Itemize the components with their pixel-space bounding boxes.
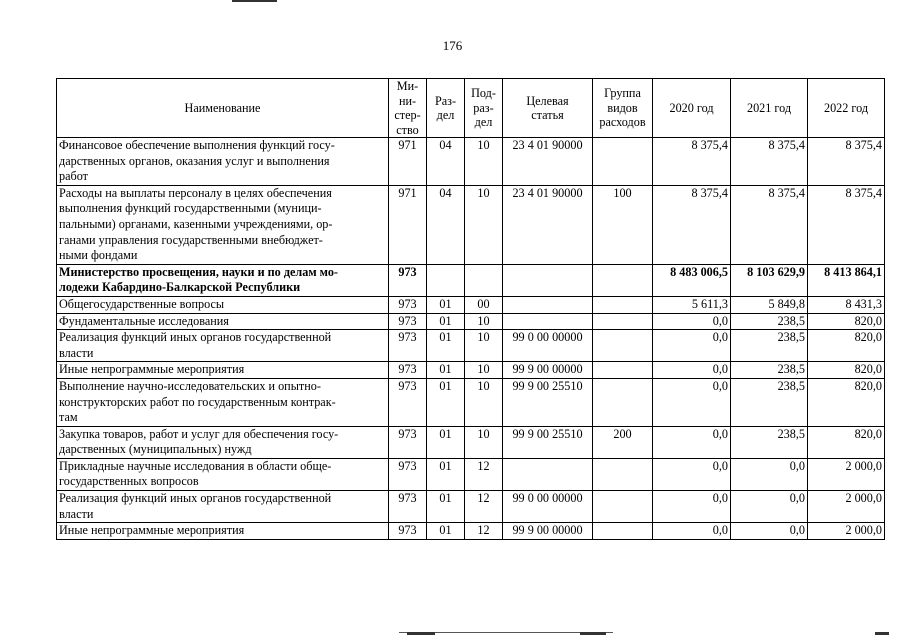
scan-bottom-mark (875, 632, 889, 635)
subsection-cell: 10 (465, 313, 503, 330)
amount-2021-cell: 0,0 (731, 491, 808, 523)
subsection-cell: 00 (465, 296, 503, 313)
ministry-cell: 973 (389, 523, 427, 540)
section-cell: 01 (427, 313, 465, 330)
target-cell: 99 0 00 00000 (503, 330, 593, 362)
amount-2021-cell: 5 849,8 (731, 296, 808, 313)
row-name-cell: Общегосударственные вопросы (57, 296, 389, 313)
section-cell: 01 (427, 378, 465, 426)
row-name-cell: Финансовое обеспечение выполнения функций госу- дарственных органов, оказания услуг и выполнения работ (57, 138, 389, 186)
expense-group-cell (593, 362, 653, 379)
ministry-cell: 973 (389, 491, 427, 523)
header-target: Целевая статья (503, 79, 593, 138)
row-name-cell: Фундаментальные исследования (57, 313, 389, 330)
target-cell (503, 313, 593, 330)
expense-group-cell (593, 264, 653, 296)
ministry-cell: 973 (389, 264, 427, 296)
row-name-cell: Иные непрограммные мероприятия (57, 362, 389, 379)
target-cell: 99 9 00 25510 (503, 426, 593, 458)
target-cell (503, 296, 593, 313)
amount-2022-cell: 820,0 (808, 313, 885, 330)
expense-group-cell (593, 458, 653, 490)
row-name-cell: Закупка товаров, работ и услуг для обеспечения госу- дарственных (муниципальных) нужд (57, 426, 389, 458)
amount-2020-cell: 5 611,3 (653, 296, 731, 313)
row-name-cell: Министерство просвещения, науки и по делам мо- лодежи Кабардино-Балкарской Республики (57, 264, 389, 296)
table-row (57, 313, 885, 330)
table-row (57, 264, 885, 296)
amount-2021-cell: 238,5 (731, 426, 808, 458)
subsection-cell: 12 (465, 523, 503, 540)
subsection-cell: 10 (465, 185, 503, 264)
table-row (57, 458, 885, 490)
ministry-cell: 971 (389, 185, 427, 264)
budget-table (56, 78, 885, 540)
expense-group-cell: 200 (593, 426, 653, 458)
row-name-cell: Выполнение научно-исследовательских и опытно- конструкторских работ по государственным контрак- там (57, 378, 389, 426)
expense-group-cell (593, 523, 653, 540)
amount-2022-cell: 8 413 864,1 (808, 264, 885, 296)
expense-group-cell (593, 138, 653, 186)
amount-2020-cell: 0,0 (653, 362, 731, 379)
section-cell (427, 264, 465, 296)
table-row (57, 185, 885, 264)
amount-2022-cell: 2 000,0 (808, 491, 885, 523)
amount-2022-cell: 2 000,0 (808, 523, 885, 540)
expense-group-cell (593, 330, 653, 362)
section-cell: 01 (427, 491, 465, 523)
subsection-cell: 12 (465, 458, 503, 490)
header-section: Раз- дел (427, 79, 465, 138)
amount-2020-cell: 8 375,4 (653, 185, 731, 264)
row-name-cell: Расходы на выплаты персоналу в целях обеспечения выполнения функций государственными (муници- пальными) органами, казенными учреждениями, ор- ганами управления государственными внебюджет- ными фондами (57, 185, 389, 264)
expense-group-cell (593, 296, 653, 313)
section-cell: 01 (427, 458, 465, 490)
amount-2022-cell: 8 431,3 (808, 296, 885, 313)
ministry-cell: 971 (389, 138, 427, 186)
amount-2021-cell: 238,5 (731, 313, 808, 330)
expense-group-cell: 100 (593, 185, 653, 264)
table-row (57, 426, 885, 458)
table-row (57, 138, 885, 186)
target-cell: 99 0 00 00000 (503, 491, 593, 523)
amount-2020-cell: 8 375,4 (653, 138, 731, 186)
page-number: 176 (442, 38, 463, 53)
table-row (57, 296, 885, 313)
scan-bottom-mark (580, 632, 606, 635)
expense-group-cell (593, 491, 653, 523)
row-name-cell: Иные непрограммные мероприятия (57, 523, 389, 540)
row-name-cell: Прикладные научные исследования в области обще- государственных вопросов (57, 458, 389, 490)
subsection-cell: 10 (465, 378, 503, 426)
amount-2020-cell: 0,0 (653, 426, 731, 458)
section-cell: 01 (427, 296, 465, 313)
target-cell (503, 264, 593, 296)
amount-2020-cell: 8 483 006,5 (653, 264, 731, 296)
amount-2021-cell: 0,0 (731, 458, 808, 490)
table-row (57, 378, 885, 426)
ministry-cell: 973 (389, 458, 427, 490)
expense-group-cell (593, 378, 653, 426)
amount-2022-cell: 820,0 (808, 378, 885, 426)
header-subsection: Под- раз- дел (465, 79, 503, 138)
amount-2020-cell: 0,0 (653, 523, 731, 540)
target-cell: 23 4 01 90000 (503, 138, 593, 186)
ministry-cell: 973 (389, 330, 427, 362)
amount-2020-cell: 0,0 (653, 330, 731, 362)
amount-2021-cell: 8 103 629,9 (731, 264, 808, 296)
amount-2022-cell: 820,0 (808, 426, 885, 458)
ministry-cell: 973 (389, 362, 427, 379)
subsection-cell: 10 (465, 138, 503, 186)
amount-2021-cell: 0,0 (731, 523, 808, 540)
scan-bottom-mark (407, 632, 435, 635)
table-row (57, 362, 885, 379)
amount-2021-cell: 238,5 (731, 378, 808, 426)
header-name: Наименование (57, 79, 389, 138)
amount-2020-cell: 0,0 (653, 313, 731, 330)
ministry-cell: 973 (389, 426, 427, 458)
amount-2022-cell: 820,0 (808, 362, 885, 379)
target-cell: 99 9 00 25510 (503, 378, 593, 426)
subsection-cell: 12 (465, 491, 503, 523)
scan-top-line (232, 0, 277, 2)
row-name-cell: Реализация функций иных органов государственной власти (57, 330, 389, 362)
amount-2020-cell: 0,0 (653, 378, 731, 426)
header-ministry: Ми- ни- стер- ство (389, 79, 427, 138)
target-cell: 99 9 00 00000 (503, 523, 593, 540)
table-row (57, 523, 885, 540)
ministry-cell: 973 (389, 296, 427, 313)
header-2021: 2021 год (731, 79, 808, 138)
subsection-cell: 10 (465, 426, 503, 458)
amount-2021-cell: 8 375,4 (731, 138, 808, 186)
table-header-row (57, 79, 885, 138)
row-name-cell: Реализация функций иных органов государственной власти (57, 491, 389, 523)
header-2020: 2020 год (653, 79, 731, 138)
section-cell: 04 (427, 185, 465, 264)
target-cell (503, 458, 593, 490)
amount-2021-cell: 238,5 (731, 362, 808, 379)
ministry-cell: 973 (389, 378, 427, 426)
header-expense-group: Группа видов расходов (593, 79, 653, 138)
subsection-cell: 10 (465, 362, 503, 379)
amount-2022-cell: 2 000,0 (808, 458, 885, 490)
table-row (57, 330, 885, 362)
section-cell: 04 (427, 138, 465, 186)
target-cell: 23 4 01 90000 (503, 185, 593, 264)
section-cell: 01 (427, 523, 465, 540)
subsection-cell (465, 264, 503, 296)
table-row (57, 491, 885, 523)
amount-2020-cell: 0,0 (653, 491, 731, 523)
target-cell: 99 9 00 00000 (503, 362, 593, 379)
section-cell: 01 (427, 426, 465, 458)
amount-2022-cell: 8 375,4 (808, 138, 885, 186)
amount-2020-cell: 0,0 (653, 458, 731, 490)
subsection-cell: 10 (465, 330, 503, 362)
header-2022: 2022 год (808, 79, 885, 138)
amount-2021-cell: 238,5 (731, 330, 808, 362)
amount-2021-cell: 8 375,4 (731, 185, 808, 264)
table-body (57, 138, 885, 540)
amount-2022-cell: 820,0 (808, 330, 885, 362)
section-cell: 01 (427, 362, 465, 379)
section-cell: 01 (427, 330, 465, 362)
expense-group-cell (593, 313, 653, 330)
amount-2022-cell: 8 375,4 (808, 185, 885, 264)
ministry-cell: 973 (389, 313, 427, 330)
